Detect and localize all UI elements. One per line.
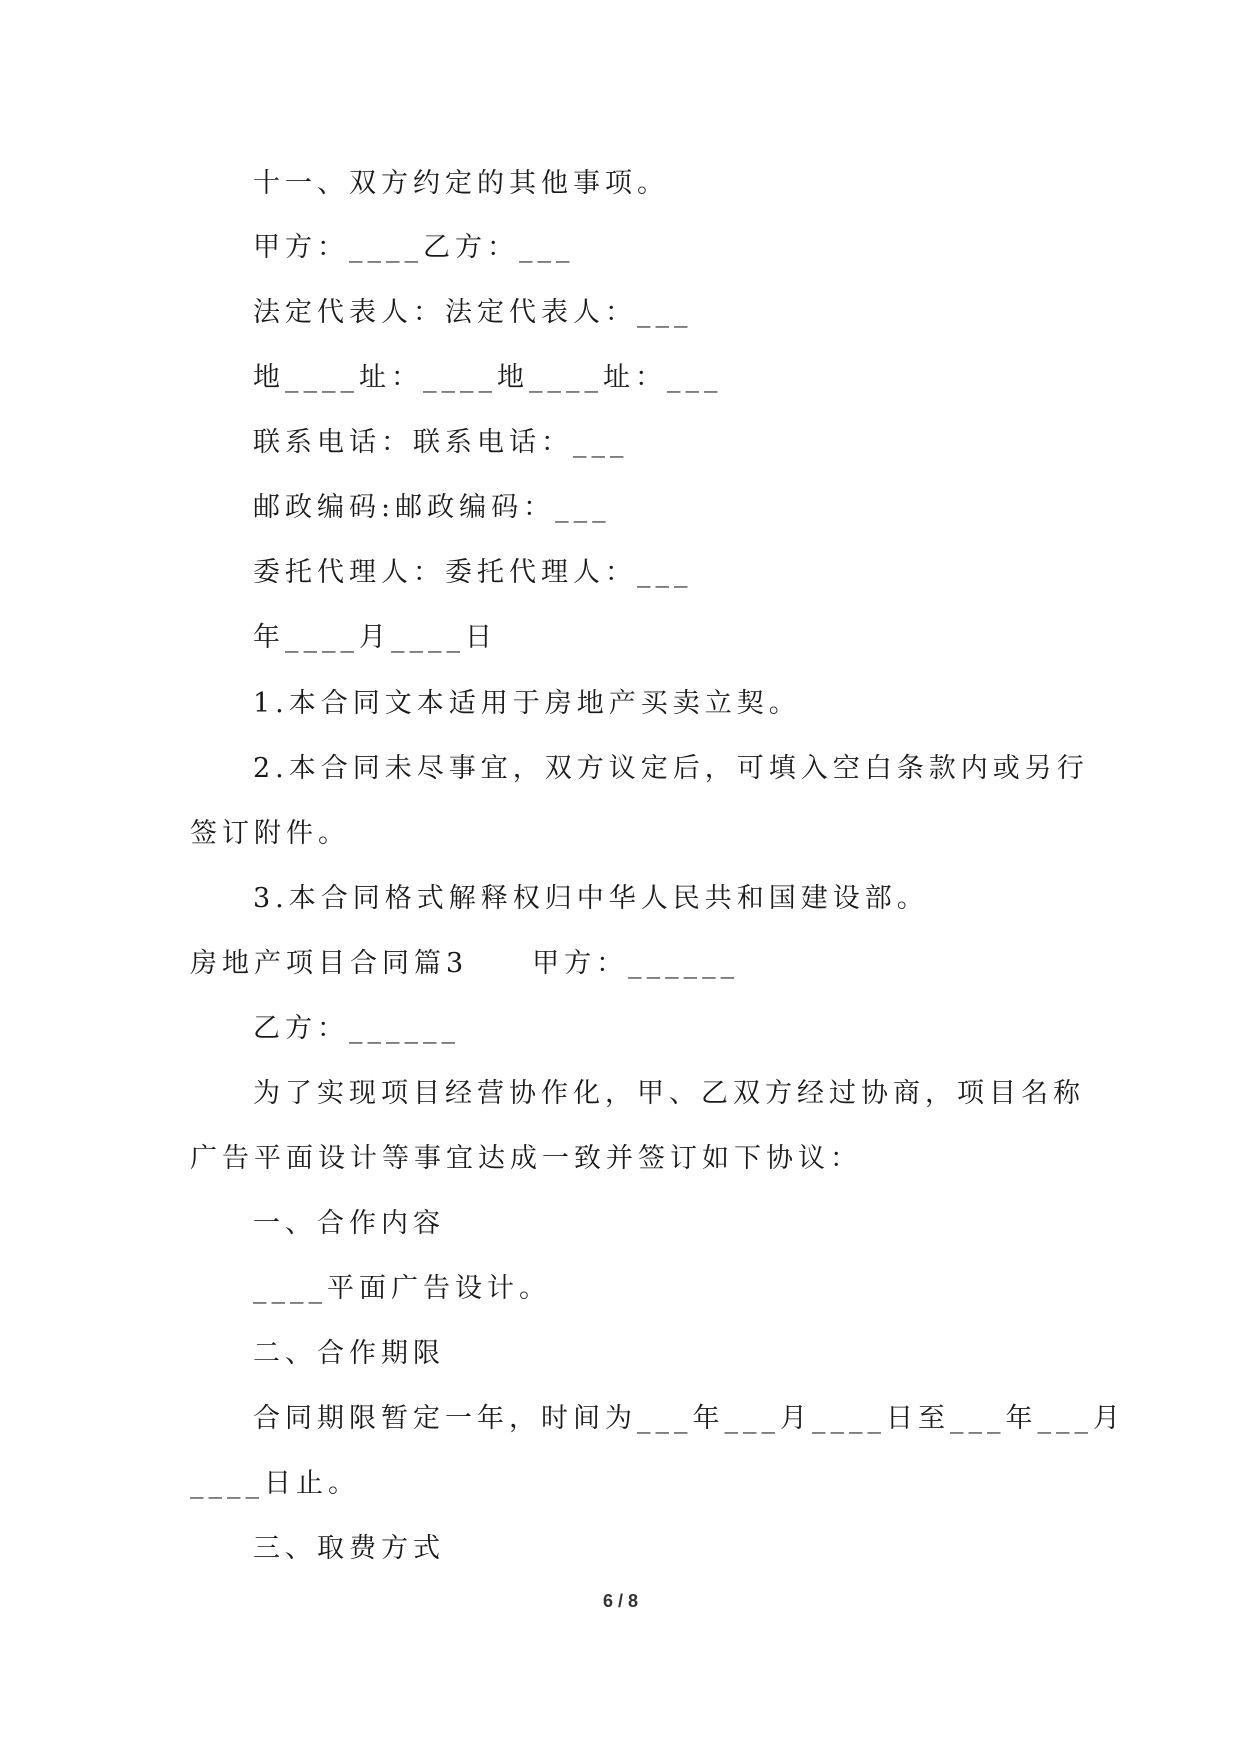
postal-code-line: 邮政编码:邮政编码：___ (253, 492, 611, 523)
contract-three-heading: 房地产项目合同篇3 甲方：______ (190, 948, 740, 979)
section-two-heading: 二、合作期限 (253, 1338, 445, 1369)
section-two-content-continued: ____日止。 (190, 1468, 360, 1499)
section-three-heading: 三、取费方式 (253, 1533, 445, 1564)
note-three: 3.本合同格式解释权归中华人民共和国建设部。 (253, 883, 929, 914)
address-line: 地____址：____地____址：___ (253, 362, 723, 393)
section-two-content: 合同期限暂定一年，时间为___年___月____日至___年___月 (253, 1403, 1125, 1434)
note-one: 1.本合同文本适用于房地产买卖立契。 (253, 688, 801, 719)
legal-representative-line: 法定代表人：法定代表人：___ (253, 297, 693, 328)
preamble-line-two: 广告平面设计等事宜达成一致并签订如下协议： (190, 1143, 862, 1174)
note-two: 2.本合同未尽事宜，双方议定后，可填入空白条款内或另行 (253, 753, 1089, 784)
preamble-line-one: 为了实现项目经营协作化，甲、乙双方经过协商，项目名称 (253, 1078, 1085, 1109)
party-names-line: 甲方：____乙方：___ (253, 232, 575, 263)
agent-line: 委托代理人：委托代理人：___ (253, 557, 693, 588)
page-number: 6 / 8 (602, 1591, 639, 1611)
phone-line: 联系电话：联系电话：___ (253, 427, 629, 458)
date-line: 年____月____日 (253, 622, 497, 653)
party-b-line: 乙方：______ (253, 1013, 460, 1044)
section-one-content: ____平面广告设计。 (253, 1273, 551, 1304)
clause-eleven-heading: 十一、双方约定的其他事项。 (253, 168, 669, 199)
note-two-continued: 签订附件。 (190, 818, 350, 849)
section-one-heading: 一、合作内容 (253, 1208, 445, 1239)
